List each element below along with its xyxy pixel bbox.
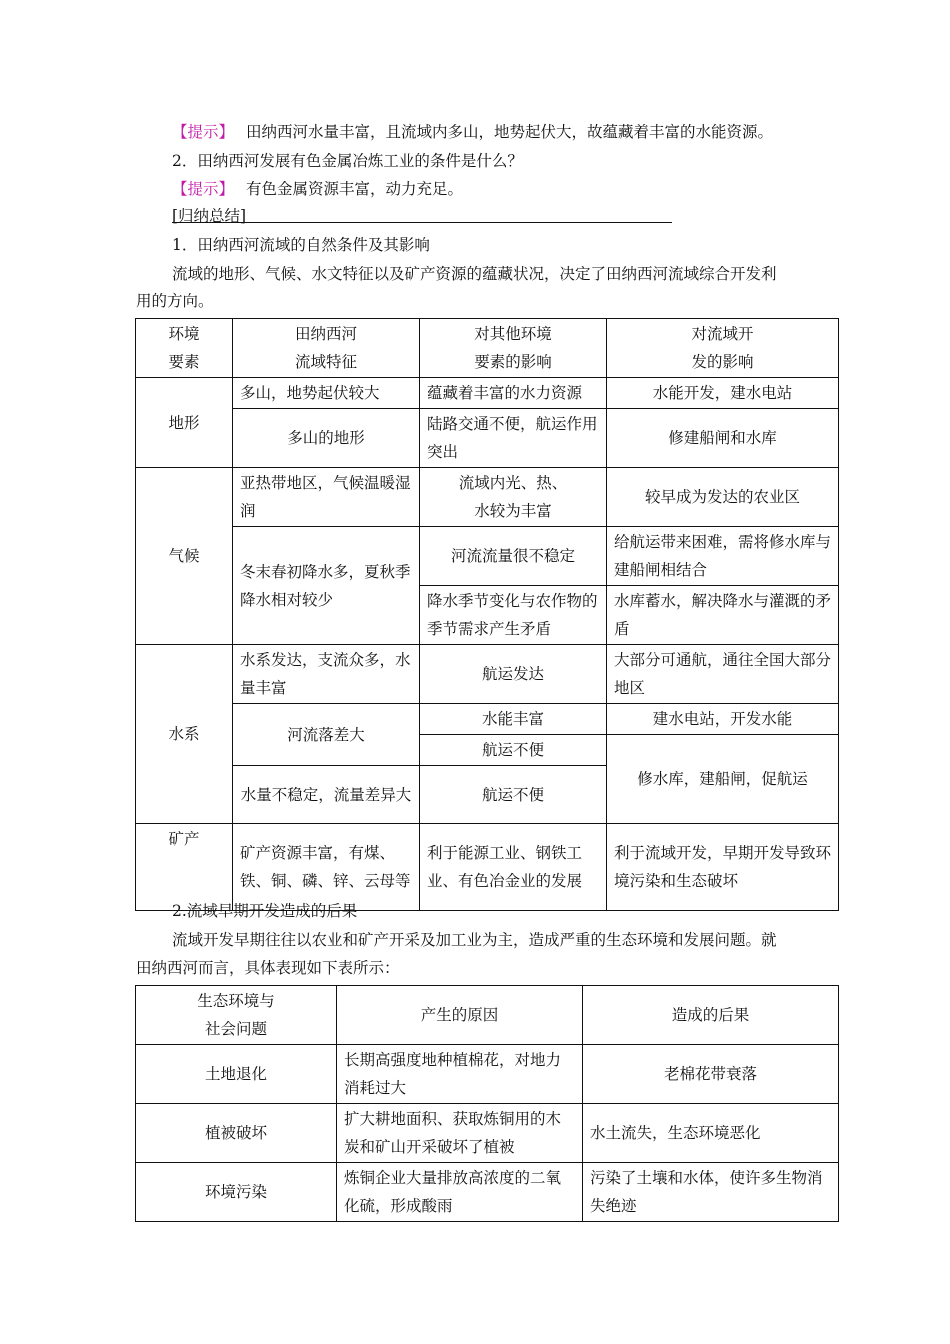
- table-cell: 多山，地势起伏较大: [233, 378, 420, 409]
- table-cell: 较早成为发达的农业区: [607, 468, 839, 527]
- table-cell: 亚热带地区，气候温暖湿润: [233, 468, 420, 527]
- table-cell: 土地退化: [136, 1045, 337, 1104]
- table-cell: 建水电站，开发水能: [607, 704, 839, 735]
- section2-paragraph-l2: 田纳西河而言，具体表现如下表所示：: [136, 959, 400, 977]
- table-row: [136, 527, 839, 586]
- hint-text-2: 有色金属资源丰富，动力充足。: [246, 180, 464, 198]
- section1-title: 1．田纳西河流域的自然条件及其影响: [172, 236, 430, 254]
- table-cell: 修水库，建船闸，促航运: [607, 735, 839, 824]
- hint-line-1: [172, 121, 773, 143]
- table1-header-effect-env: 对其他环境 要素的影响: [420, 319, 607, 378]
- table-row: [136, 1045, 839, 1104]
- table-row: [136, 468, 839, 527]
- table-cell: 流域内光、热、 水较为丰富: [420, 468, 607, 527]
- table-cell: 修建船闸和水库: [607, 409, 839, 468]
- table1-header-row: [136, 319, 839, 378]
- table-cell: 长期高强度地种植棉花，对地力消耗过大: [337, 1045, 583, 1104]
- table-cell: 水系发达，支流众多，水量丰富: [233, 645, 420, 704]
- hint-line-2: [172, 178, 463, 200]
- table-cell: 给航运带来困难，需将修水库与建船闸相结合: [607, 527, 839, 586]
- summary-label: [归纳总结]: [172, 207, 247, 225]
- table-cell: 航运不便: [420, 735, 607, 766]
- table-row: [136, 645, 839, 704]
- consequences-table: [135, 985, 839, 1222]
- table-cell: 河流流量很不稳定: [420, 527, 607, 586]
- table-cell: 利于能源工业、钢铁工业、有色冶金业的发展: [420, 824, 607, 911]
- table-cell: 扩大耕地面积、获取炼铜用的木炭和矿山开采破坏了植被: [337, 1104, 583, 1163]
- table-cell: 陆路交通不便，航运作用突出: [420, 409, 607, 468]
- table-cell: 炼铜企业大量排放高浓度的二氧化硫，形成酸雨: [337, 1163, 583, 1222]
- table-cell: 水土流失，生态环境恶化: [583, 1104, 839, 1163]
- table-row: [136, 1163, 839, 1222]
- table-cell: 多山的地形: [233, 409, 420, 468]
- table-cell: 大部分可通航，通往全国大部分地区: [607, 645, 839, 704]
- section2-title: 2.流域早期开发造成的后果: [172, 902, 358, 920]
- table-cell: 航运发达: [420, 645, 607, 704]
- section2-paragraph-l1: 流域开发早期往往以农业和矿产开采及加工业为主，造成严重的生态环境和发展问题。就: [172, 931, 777, 949]
- table2-header-result: 造成的后果: [583, 986, 839, 1045]
- table-cell: 环境污染: [136, 1163, 337, 1222]
- table-cell: 植被破坏: [136, 1104, 337, 1163]
- table-cell: 冬末春初降水多，夏秋季降水相对较少: [233, 527, 420, 645]
- table-cell: 河流落差大: [233, 704, 420, 766]
- table2-header-row: [136, 986, 839, 1045]
- mineral-label: 矿产: [136, 824, 233, 911]
- natural-conditions-table: [135, 318, 839, 911]
- climate-label: 气候: [136, 468, 233, 645]
- water-label: 水系: [136, 645, 233, 824]
- table-cell: 水量不稳定，流量差异大: [233, 766, 420, 824]
- table-cell: 老棉花带衰落: [583, 1045, 839, 1104]
- hint-text-1: 田纳西河水量丰富，且流域内多山，地势起伏大，故蕴藏着丰富的水能资源。: [246, 123, 774, 141]
- table-cell: 航运不便: [420, 766, 607, 824]
- table1-header-feature: 田纳西河 流域特征: [233, 319, 420, 378]
- table-cell: 水能丰富: [420, 704, 607, 735]
- section1-paragraph-l2: 用的方向。: [136, 292, 214, 310]
- table1-header-element: 环境 要素: [136, 319, 233, 378]
- hint-label-1: 【提示】: [172, 123, 235, 141]
- table2-header-cause: 产生的原因: [337, 986, 583, 1045]
- terrain-label: 地形: [136, 378, 233, 468]
- table1-header-effect-dev: 对流域开 发的影响: [607, 319, 839, 378]
- table-row: [136, 1104, 839, 1163]
- table-cell: 降水季节变化与农作物的季节需求产生矛盾: [420, 586, 607, 645]
- table-row: [136, 409, 839, 468]
- section1-paragraph-l1: 流域的地形、气候、水文特征以及矿产资源的蕴藏状况，决定了田纳西河流域综合开发利: [172, 265, 777, 283]
- table-row: [136, 824, 839, 911]
- table2-header-problem: 生态环境与 社会问题: [136, 986, 337, 1045]
- table-cell: 污染了土壤和水体，使许多生物消失绝迹: [583, 1163, 839, 1222]
- table-cell: 蕴藏着丰富的水力资源: [420, 378, 607, 409]
- summary-rule: [172, 222, 672, 223]
- table-row: [136, 704, 839, 735]
- table-cell: 水能开发，建水电站: [607, 378, 839, 409]
- table-row: [136, 378, 839, 409]
- table-cell: 矿产资源丰富，有煤、铁、铜、磷、锌、云母等: [233, 824, 420, 911]
- question-2: 2．田纳西河发展有色金属冶炼工业的条件是什么？: [172, 152, 523, 170]
- table-cell: 水库蓄水，解决降水与灌溉的矛盾: [607, 586, 839, 645]
- hint-label-2: 【提示】: [172, 180, 235, 198]
- table-cell: 利于流域开发，早期开发导致环境污染和生态破坏: [607, 824, 839, 911]
